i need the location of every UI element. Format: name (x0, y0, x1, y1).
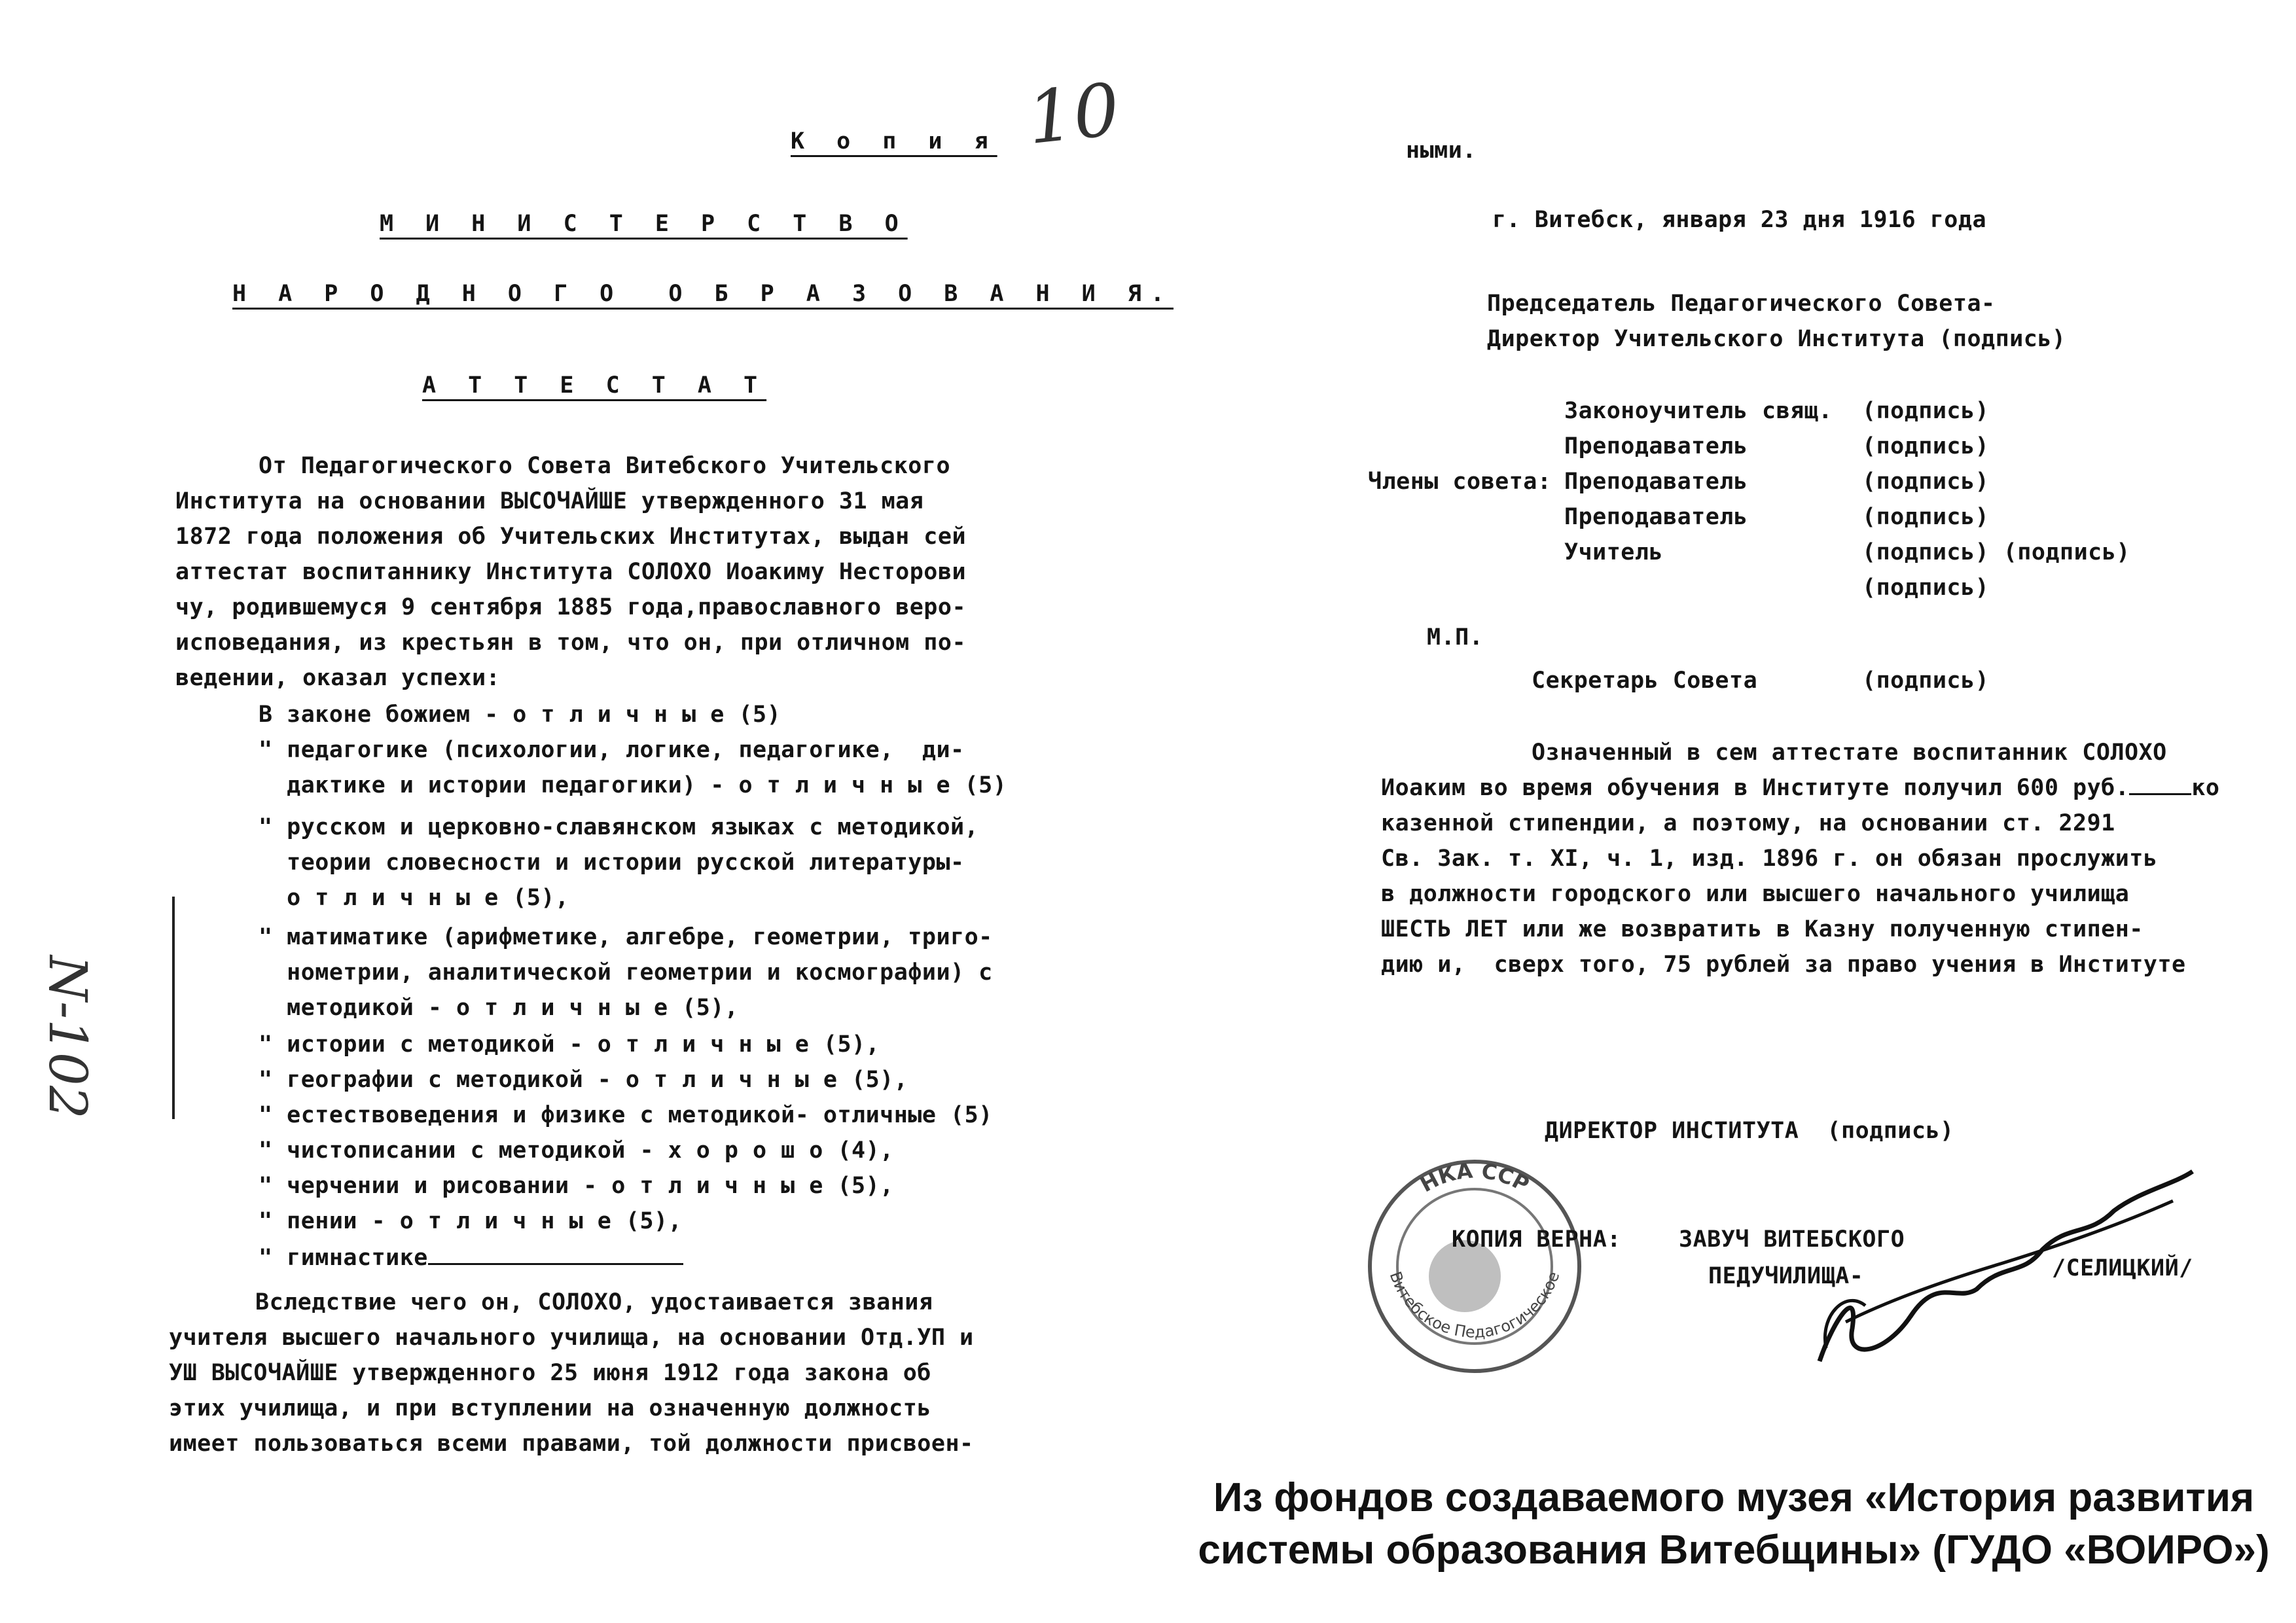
grade-line: " географии с методикой - о т л и ч н ы е (5), (259, 1067, 908, 1093)
margin-archive-number: N-102 (37, 955, 98, 1119)
seal-place-mark: М.П. (1427, 624, 1484, 651)
secretary-label: Секретарь Совета (1532, 668, 1758, 694)
museum-caption-line: Из фондов создаваемого музея «История развития (1213, 1475, 2255, 1520)
handwritten-signature (1806, 1165, 2199, 1381)
members-label: Члены совета: (1368, 469, 1552, 495)
chairman-line: Директор Учительского Института (подпись) (1487, 326, 2066, 352)
margin-rule-line (172, 897, 175, 1119)
signature-stroke (1820, 1171, 2193, 1361)
member-role: Преподаватель (1564, 469, 1748, 495)
document-date: г. Витебск, января 23 дня 1916 года (1492, 207, 1987, 233)
member-signature: (подпись) (подпись) (1862, 539, 2130, 565)
conclusion-line: УШ ВЫСОЧАЙШЕ утвержденного 25 июня 1912 года закона об (169, 1360, 931, 1386)
stamp-top-text: НКА ССР (1416, 1158, 1534, 1198)
ministry-subtitle: Н А Р О Д Н О Г О О Б Р А З О В А Н И Я. (232, 281, 1174, 307)
signature-stroke (1846, 1201, 2173, 1322)
grade-line: " черчении и рисовании - о т л и ч н ы е (5), (259, 1173, 894, 1199)
attestat-title: А Т Т Е С Т А Т (422, 372, 767, 399)
grade-line: В законе божием - о т л и ч н ы е (5) (259, 702, 781, 728)
member-role: Преподаватель (1564, 433, 1748, 459)
grade-line: " пении - о т л и ч н ы е (5), (259, 1208, 683, 1234)
member-signature: (подпись) (1862, 504, 1990, 530)
member-signature: (подпись) (1862, 575, 1990, 601)
signer-name: /СЕЛИЦКИЙ/ (2052, 1255, 2193, 1281)
conclusion-line: имеет пользоваться всеми правами, той должности присвоен- (169, 1431, 974, 1457)
intro-line: чу, родившемуся 9 сентября 1885 года,православного веро- (175, 594, 967, 620)
intro-line: ведении, оказал успехи: (175, 665, 501, 691)
scholarship-line: Св. Зак. т. XI, ч. 1, изд. 1896 г. он обязан прослужить (1381, 846, 2158, 872)
intro-line: От Педагогического Совета Витебского Учительского (259, 453, 951, 479)
member-role: Законоучитель свящ. (1564, 398, 1833, 424)
scholarship-line: казенной стипендии, а поэтому, на основании ст. 2291 (1381, 810, 2115, 836)
scholarship-line: ШЕСТЬ ЛЕТ или же возвратить в Казну полученную стипен- (1381, 916, 2144, 942)
intro-line: исповедания, из крестьян в том, что он, при отличном по- (175, 630, 967, 656)
member-signature: (подпись) (1862, 398, 1990, 424)
gymnastics-line (259, 1241, 683, 1274)
zavuch-title: ЗАВУЧ ВИТЕБСКОГО (1679, 1226, 1905, 1253)
museum-caption-line: системы образования Витебщины» (ГУДО «ВОИРО») (1198, 1527, 2270, 1573)
scholarship-line: дию и, сверх того, 75 рублей за право учения в Институте (1381, 952, 2186, 978)
secretary-signature: (подпись) (1862, 668, 1990, 694)
chairman-line: Председатель Педагогического Совета- (1487, 291, 1996, 317)
grade-line: " естествоведения и физике с методикой- отличные (5) (259, 1102, 993, 1128)
scholarship-cut-word: ко (2191, 775, 2220, 801)
grade-line: " русском и церковно-славянском языках с методикой, (259, 814, 979, 840)
conclusion-line: Вследствие чего он, СОЛОХО, удостаивается звания (255, 1289, 933, 1315)
intro-line: 1872 года положения об Учительских Институтах, выдан сей (175, 524, 967, 550)
grade-line: дактике и истории педагогики) - о т л и ч н ы е (5) (259, 772, 1007, 798)
scholarship-line (1381, 772, 2219, 804)
handwritten-page-number: 10 (1023, 67, 1124, 160)
stamp-bottom-text: Витебское Педагогическое (1386, 1269, 1564, 1342)
scholarship-line: Означенный в сем аттестате воспитанник СОЛОХО (1532, 740, 2167, 766)
copy-certified-label: КОПИЯ ВЕРНА: (1452, 1226, 1621, 1253)
ministry-title: М И Н И С Т Е Р С Т В О (380, 211, 908, 237)
scholarship-text: Иоаким во время обучения в Институте получил 600 руб. (1381, 775, 2130, 801)
gymnastics-blank (428, 1241, 683, 1265)
scholarship-blank (2129, 774, 2191, 795)
copy-heading: К о п и я (791, 128, 997, 154)
grade-line: теории словесности и истории русской литературы- (259, 849, 965, 876)
conclusion-line: этих училища, и при вступлении на означенную должность (169, 1395, 931, 1421)
grade-line: " педагогике (психологии, логике, педагогике, ди- (259, 737, 965, 763)
official-stamp (1360, 1152, 1589, 1381)
conclusion-line: учителя высшего начального училища, на основании Отд.УП и (169, 1325, 974, 1351)
grade-line: " матиматике (арифметике, алгебре, геометрии, триго- (259, 924, 993, 950)
continuation-text: ными. (1406, 137, 1477, 164)
grade-line: " чистописании с методикой - х о р о ш о (4), (259, 1137, 894, 1164)
intro-line: Института на основании ВЫСОЧАЙШЕ утвержденного 31 мая (175, 488, 924, 514)
scholarship-line: в должности городского или высшего начального училища (1381, 881, 2130, 907)
director-line: ДИРЕКТОР ИНСТИТУТА (подпись) (1545, 1118, 1954, 1144)
gymnastics-label: " гимнастике (259, 1245, 428, 1271)
intro-line: аттестат воспитаннику Института СОЛОХО Иоакиму Несторови (175, 559, 967, 585)
grade-line: " истории с методикой - о т л и ч н ы е (5), (259, 1031, 880, 1058)
member-signature: (подпись) (1862, 469, 1990, 495)
grade-line: методикой - о т л и ч н ы е (5), (259, 995, 739, 1021)
grade-line: нометрии, аналитической геометрии и космографии) с (259, 959, 993, 986)
zavuch-subtitle: ПЕДУЧИЛИЩА- (1708, 1263, 1864, 1289)
grade-line: о т л и ч н ы е (5), (259, 885, 569, 911)
member-role: Преподаватель (1564, 504, 1748, 530)
member-role: Учитель (1564, 539, 1664, 565)
member-signature: (подпись) (1862, 433, 1990, 459)
